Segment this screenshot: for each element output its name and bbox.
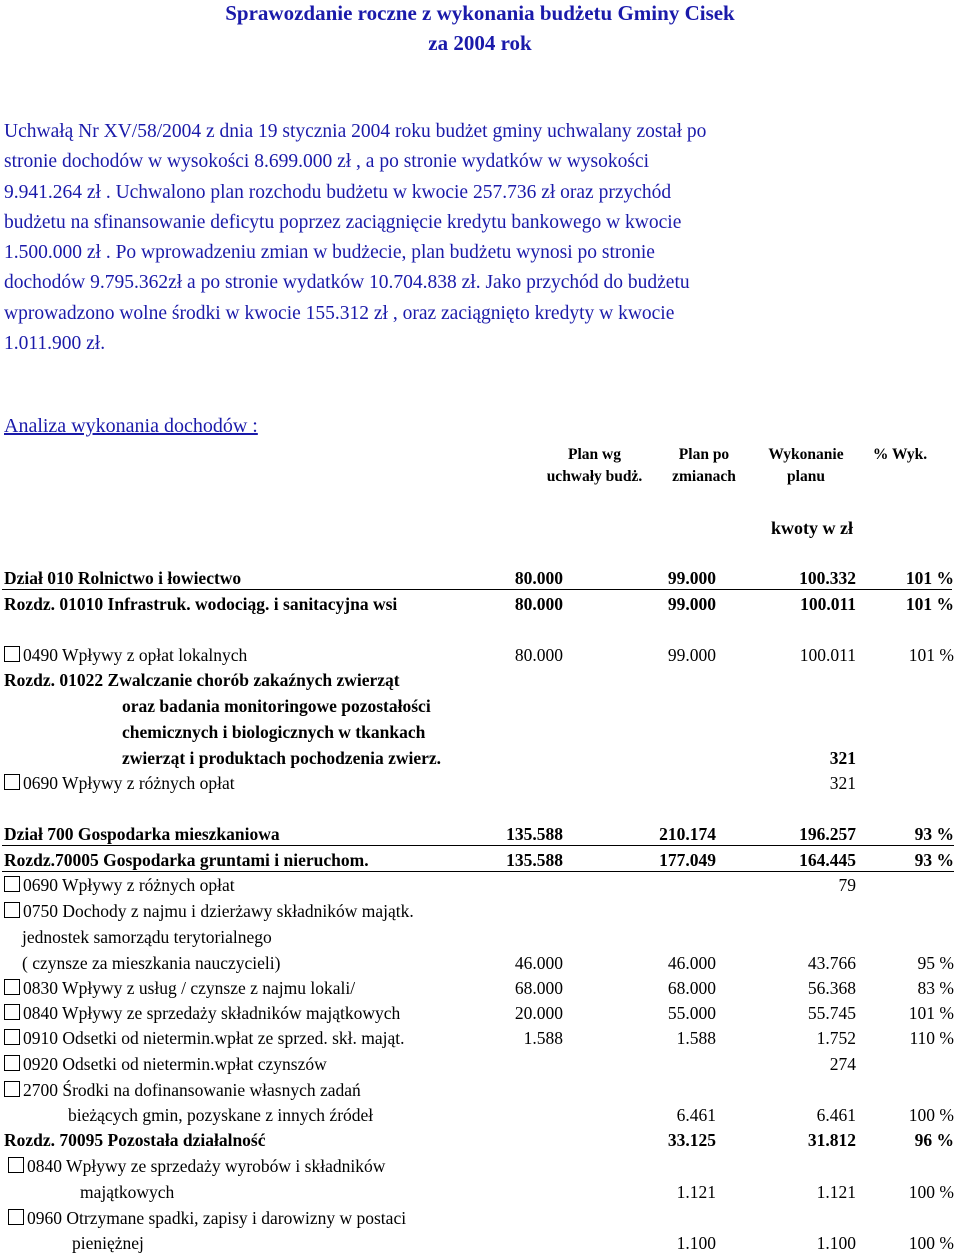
- cell-wykonanie: 56.368: [807, 978, 856, 998]
- intro-line: 1.500.000 zł . Po wprowadzeniu zmian w budżecie, plan budżetu wynosi po stronie: [4, 242, 655, 264]
- row-label-text: 0910 Odsetki od nietermin.wpłat ze sprzed. skł. mająt.: [23, 1028, 405, 1048]
- cell-plan-po: 1.588: [676, 1028, 716, 1048]
- cell-plan-wg: 135.588: [506, 824, 563, 844]
- intro-line: stronie dochodów w wysokości 8.699.000 zł , a po stronie wydatków w wysokości: [4, 151, 650, 173]
- column-header-line: Plan po: [678, 446, 730, 463]
- cell-plan-po: 46.000: [667, 953, 716, 973]
- cell-pct: 101 %: [908, 645, 954, 665]
- row-label-text: 0840 Wpływy ze sprzedaży składników majątkowych: [23, 1003, 401, 1023]
- cell-wykonanie: 100.011: [800, 594, 856, 614]
- row-label: Dział 700 Gospodarka mieszkaniowa: [4, 824, 280, 844]
- cell-wykonanie: 321: [829, 748, 856, 768]
- table-row: [0, 927, 960, 953]
- cell-plan-po: 68.000: [667, 978, 716, 998]
- cell-plan-wg: 80.000: [514, 594, 563, 614]
- cell-wykonanie: 31.812: [807, 1130, 856, 1150]
- row-label: Rozdz. 01022 Zwalczanie chorób zakaźnych zwierząt: [4, 670, 400, 690]
- column-header-pct: % Wyk.: [872, 446, 928, 463]
- cell-plan-po: 99.000: [667, 568, 716, 588]
- row-label: Rozdz.70005 Gospodarka gruntami i nieruchom.: [4, 850, 369, 870]
- table-row: [0, 748, 960, 774]
- table-row: [0, 1208, 960, 1234]
- table-row: [0, 1233, 960, 1259]
- bullet-icon: [4, 1004, 20, 1020]
- cell-plan-wg: 68.000: [514, 978, 563, 998]
- cell-wykonanie: 55.745: [807, 1003, 856, 1023]
- row-label: bieżących gmin, pozyskane z innych źródeł: [68, 1105, 374, 1125]
- table-row: [0, 978, 960, 1004]
- cell-wykonanie: 1.752: [816, 1028, 856, 1048]
- cell-pct: 93 %: [914, 824, 954, 844]
- cell-wykonanie: 100.332: [799, 568, 856, 588]
- column-header-line: Plan wg: [568, 446, 621, 463]
- cell-wykonanie: 196.257: [799, 824, 856, 844]
- row-label: zwierząt i produktach pochodzenia zwierz.: [122, 748, 442, 768]
- row-label: pieniężnej: [72, 1233, 144, 1253]
- cell-wykonanie: 79: [838, 875, 856, 895]
- cell-plan-po: 1.100: [676, 1233, 716, 1253]
- row-label: [4, 773, 235, 794]
- bullet-icon: [4, 1081, 20, 1097]
- cell-wykonanie: 274: [829, 1054, 856, 1074]
- table-row: [0, 722, 960, 748]
- row-label: oraz badania monitoringowe pozostałości: [122, 696, 431, 716]
- row-label: [4, 875, 235, 896]
- row-label-text: 2700 Środki na dofinansowanie własnych zadań: [23, 1080, 361, 1100]
- row-label: chemicznych i biologicznych w tkankach: [122, 722, 426, 742]
- row-label-text: 0690 Wpływy z różnych opłat: [23, 773, 235, 793]
- row-label-text: 0840 Wpływy ze sprzedaży wyrobów i składników: [27, 1156, 386, 1176]
- intro-line: dochodów 9.795.362zł a po stronie wydatków 10.704.838 zł. Jako przychód do budżetu: [4, 272, 690, 294]
- intro-paragraph: [4, 117, 954, 359]
- intro-line: Uchwałą Nr XV/58/2004 z dnia 19 stycznia 2004 roku budżet gminy uchwalany został po: [4, 121, 707, 142]
- divider: [2, 845, 954, 846]
- cell-plan-wg: 80.000: [514, 568, 563, 588]
- column-header-line: uchwały budż.: [546, 468, 643, 485]
- cell-pct: 95 %: [917, 953, 954, 973]
- row-label: Rozdz. 70095 Pozostała działalność: [4, 1130, 266, 1150]
- bullet-icon: [4, 1029, 20, 1045]
- table-row: [0, 1003, 960, 1029]
- column-header-line: zmianach: [672, 468, 736, 485]
- cell-pct: 93 %: [914, 850, 954, 870]
- row-label: [4, 978, 355, 999]
- column-header-plan-po: [658, 444, 750, 488]
- cell-plan-wg: 135.588: [506, 850, 563, 870]
- row-label-text: 0690 Wpływy z różnych opłat: [23, 875, 235, 895]
- row-label: [4, 1028, 405, 1049]
- cell-wykonanie: 6.461: [816, 1105, 856, 1125]
- cell-wykonanie: 43.766: [807, 953, 856, 973]
- row-label: [4, 1054, 327, 1075]
- intro-line: 9.941.264 zł . Uchwalono plan rozchodu budżetu w kwocie 257.736 zł oraz przychód: [4, 181, 672, 203]
- cell-pct: 101 %: [905, 594, 954, 614]
- cell-plan-wg: 80.000: [514, 645, 563, 665]
- column-header-plan-wg: [532, 444, 657, 488]
- divider: [2, 589, 952, 590]
- table-row: [0, 875, 960, 901]
- cell-wykonanie: 1.100: [816, 1233, 856, 1253]
- bullet-icon: [8, 1209, 24, 1225]
- row-label: Rozdz. 01010 Infrastruk. wodociąg. i sanitacyjna wsi: [4, 594, 398, 614]
- cell-plan-po: 210.174: [659, 824, 716, 844]
- table-row: [0, 773, 960, 799]
- intro-line: budżetu na sfinansowanie deficytu poprzez zaciągnięcie kredytu bankowego w kwocie: [4, 211, 682, 233]
- column-header-line: planu: [787, 468, 825, 485]
- table-row: [0, 1028, 960, 1054]
- table-row: [0, 824, 960, 850]
- row-label: [4, 1003, 400, 1024]
- cell-pct: 100 %: [908, 1233, 954, 1253]
- table-row: [0, 645, 960, 671]
- cell-wykonanie: 100.011: [799, 645, 856, 665]
- table-row: [0, 850, 960, 876]
- row-label: [4, 1080, 361, 1101]
- row-label: ( czynsze za mieszkania nauczycieli): [22, 953, 281, 973]
- intro-line: wprowadzono wolne środki w kwocie 155.312 zł , oraz zaciągnięto kredyty w kwocie: [4, 302, 675, 324]
- bullet-icon: [8, 1157, 24, 1173]
- cell-plan-wg: 20.000: [514, 1003, 563, 1023]
- cell-wykonanie: 164.445: [799, 850, 856, 870]
- row-label-text: 0830 Wpływy z usług / czynsze z najmu lokali/: [23, 978, 356, 998]
- cell-plan-po: 99.000: [667, 645, 716, 665]
- table-row: [0, 953, 960, 979]
- cell-pct: 101 %: [905, 568, 954, 588]
- cell-plan-wg: 46.000: [514, 953, 563, 973]
- cell-plan-po: 1.121: [676, 1182, 716, 1202]
- table-row: [0, 1156, 960, 1182]
- table-row: [0, 901, 960, 927]
- row-label-text: 0960 Otrzymane spadki, zapisy i darowizny w postaci: [27, 1208, 407, 1228]
- units-label: kwoty w zł: [771, 518, 853, 538]
- table-row: [0, 568, 960, 594]
- row-label: Dział 010 Rolnictwo i łowiectwo: [4, 568, 242, 588]
- cell-pct: 96 %: [914, 1130, 954, 1150]
- bullet-icon: [4, 774, 20, 790]
- cell-plan-po: 99.000: [667, 594, 716, 614]
- table-row: [0, 1080, 960, 1106]
- row-label-text: 0920 Odsetki od nietermin.wpłat czynszów: [23, 1054, 327, 1074]
- document-title-line1: Sprawozdanie roczne z wykonania budżetu Gminy Cisek: [225, 1, 735, 25]
- cell-plan-po: 6.461: [676, 1105, 716, 1125]
- column-header-wykonanie: [756, 444, 856, 488]
- table-row: [0, 594, 960, 620]
- table-row: [0, 1182, 960, 1208]
- cell-wykonanie: 1.121: [816, 1182, 856, 1202]
- cell-plan-po: 33.125: [667, 1130, 716, 1150]
- divider: [2, 871, 954, 872]
- cell-plan-wg: 1.588: [523, 1028, 563, 1048]
- intro-line: 1.011.900 zł.: [4, 333, 106, 355]
- row-label-text: 0750 Dochody z najmu i dzierżawy składników majątk.: [23, 901, 414, 921]
- table-row: [0, 1054, 960, 1080]
- cell-pct: 101 %: [908, 1003, 954, 1023]
- document-title-line2: za 2004 rok: [428, 31, 532, 55]
- section-title: Analiza wykonania dochodów :: [4, 415, 258, 437]
- bullet-icon: [4, 646, 20, 662]
- cell-plan-po: 177.049: [659, 850, 716, 870]
- cell-plan-po: 55.000: [667, 1003, 716, 1023]
- cell-pct: 100 %: [908, 1105, 954, 1125]
- cell-pct: 110 %: [909, 1028, 954, 1048]
- table-row: [0, 696, 960, 722]
- row-label: jednostek samorządu terytorialnego: [22, 927, 272, 947]
- cell-pct: 100 %: [908, 1182, 954, 1202]
- row-label: [4, 901, 414, 922]
- row-label: [4, 645, 247, 666]
- row-label: [8, 1156, 385, 1177]
- table-row: [0, 1105, 960, 1131]
- cell-pct: 83 %: [917, 978, 954, 998]
- bullet-icon: [4, 979, 20, 995]
- bullet-icon: [4, 876, 20, 892]
- bullet-icon: [4, 902, 20, 918]
- cell-wykonanie: 321: [829, 773, 856, 793]
- table-row: [0, 670, 960, 696]
- bullet-icon: [4, 1055, 20, 1071]
- table-row: [0, 1130, 960, 1156]
- column-header-line: Wykonanie: [768, 446, 844, 463]
- row-label: majątkowych: [80, 1182, 175, 1202]
- row-label-text: 0490 Wpływy z opłat lokalnych: [23, 645, 248, 665]
- row-label: [8, 1208, 406, 1229]
